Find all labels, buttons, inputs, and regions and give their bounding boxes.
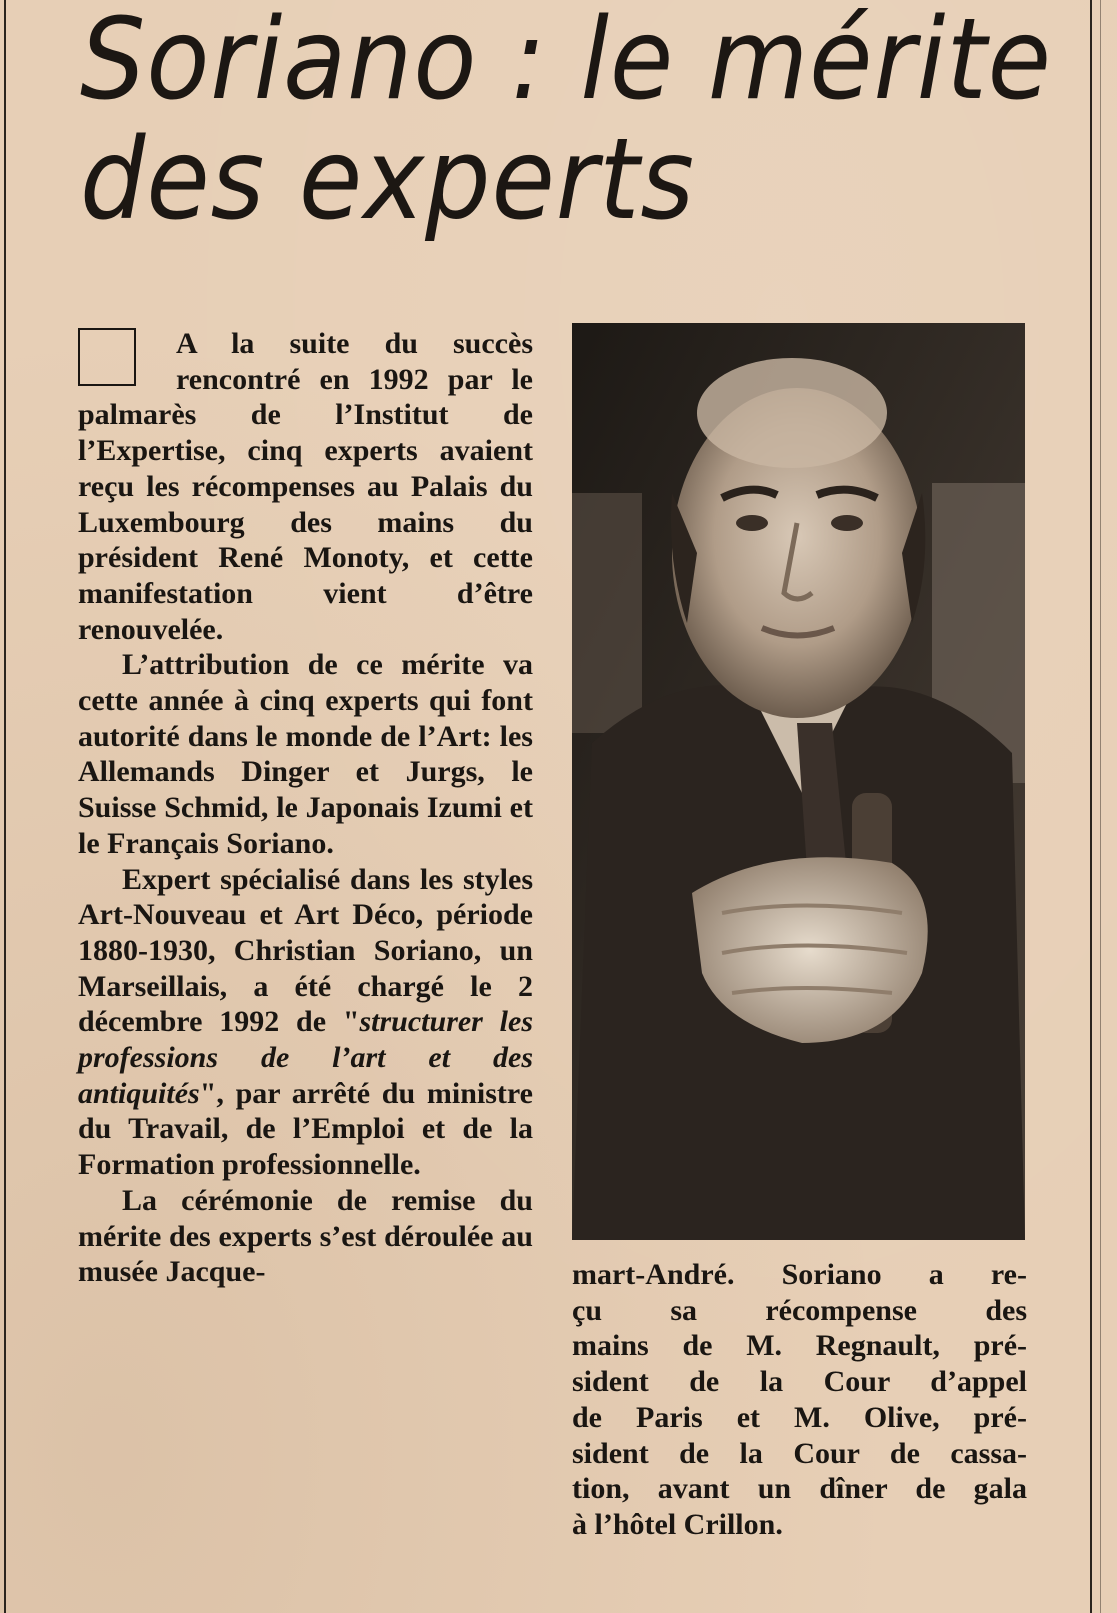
headline xyxy=(80,0,1052,245)
right-line-2: çu sa récompense des xyxy=(572,1293,1027,1327)
portrait-photo xyxy=(572,323,1025,1240)
headline-line-2: des experts xyxy=(80,115,695,245)
right-line-1: mart-André. Soriano a re- xyxy=(572,1258,1027,1291)
paragraph-4: La cérémonie de remise du mérite des experts s’est déroulée au musée Jacque- xyxy=(78,1183,533,1289)
paragraph-2: L’attribution de ce mérite va cette année à cinq experts qui font autorité dans le monde de l’Art: les Allemands Dinger et Jurgs, le Suisse Schmid, le Japonais Izumi et le Français Soriano. xyxy=(78,648,533,860)
page-rule-left xyxy=(4,0,6,1613)
quoted-mission: structurer les professions de l’art et des antiquités xyxy=(78,1005,533,1110)
right-line-7: tion, avant un dîner de gala xyxy=(572,1472,1027,1506)
portrait-photo-image xyxy=(572,323,1025,1240)
right-line-8: à l’hôtel Crillon. xyxy=(572,1507,783,1541)
page-rule-right-secondary xyxy=(1100,0,1101,1613)
right-line-5: de Paris et M. Olive, pré- xyxy=(572,1400,1027,1434)
paragraph-3 xyxy=(78,862,533,1183)
right-line-3: mains de M. Regnault, pré- xyxy=(572,1329,1027,1363)
headline-line-1: Soriano : le mérite xyxy=(80,0,1052,125)
paragraph-1-text: A la suite du succès rencontré en 1992 par le palmarès de l’Institut de l’Expertise, cinq experts avaient reçu les récompenses au Palais du Luxembourg des mains du président René Monoty, et cette manifestation vient d’être renouvelée. xyxy=(78,327,533,646)
article-column-right xyxy=(572,1257,1027,1543)
right-line-6: sident de la Cour de cassa- xyxy=(572,1436,1027,1470)
article-column-left xyxy=(78,326,533,1290)
paragraph-1 xyxy=(78,326,533,647)
right-line-4: sident de la Cour d’appel xyxy=(572,1365,1027,1399)
page-rule-right xyxy=(1090,0,1092,1613)
paragraph-3-end: ", par arrêté du ministre du Travail, de l’Emploi et de la Formation professionnelle. xyxy=(78,1076,533,1182)
drop-box-icon xyxy=(78,328,136,386)
paragraph-3-start: Expert spécialisé dans les styles Art-Nouveau et Art Déco, période 1880-1930, Christian Soriano, un Marseillais, a été chargé le 2 décembre 1992 de " xyxy=(78,862,533,1039)
